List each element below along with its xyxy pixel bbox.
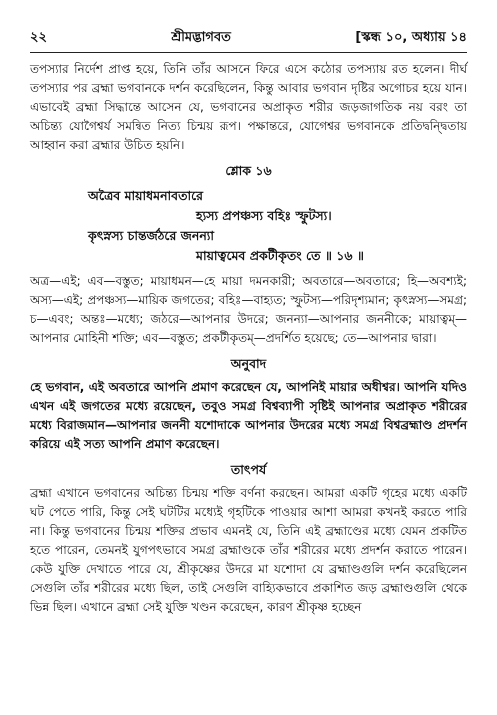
verse-heading: শ্লোক ১৬ bbox=[225, 163, 272, 178]
verse-line-4: মায়াত্বমেব প্রকটীকৃতং তে ॥ ১৬ ॥ bbox=[196, 248, 364, 263]
translation-heading: অনুবাদ bbox=[230, 356, 267, 371]
running-header bbox=[30, 28, 467, 53]
verse-line-3: কৃৎস্নস্য চান্তর্জঠরে জনন্যা bbox=[88, 228, 215, 243]
section-reference: [স্কন্ধ ১০, অধ্যায় ১৪ bbox=[355, 30, 467, 45]
synonyms: অত্র—এই; এব—বস্তুত; মায়াধমন—হে মায়া দমনকারী; অবতারে—অবতারে; হি—অবশ্যই; অস্য—এই; প্রপঞ্চস্য—মায়িক জগতের; বহিঃ—বাহ্যত; স্ফুটস্য—পরিদৃশ্যমান; কৃৎস্নস্য—সমগ্র; চ—এবং; অন্তঃ—মধ্যে; জঠরে—আপনার উদরে; জনন্যা—আপনার জননীকে; মায়াত্বম্—আপনার মোহিনী শক্তি; এব—বস্তুত; প্রকটীকৃতম্—প্রদর্শিত হয়েছে; তে—আপনার দ্বারা। bbox=[30, 274, 467, 345]
purport-heading: তাৎপর্য bbox=[230, 462, 267, 477]
book-title: শ্রীমদ্ভাগবত bbox=[171, 30, 231, 45]
intro-paragraph: তপস্যার নির্দেশ প্রাপ্ত হয়ে, তিনি তাঁর আসনে ফিরে এসে কঠোর তপস্যায় রত হলেন। দীর্ঘ তপস্যার পর ব্রহ্মা ভগবানকে দর্শন করেছিলেন, কিন্তু আবার ভগবান দৃষ্টির অগোচর হয়ে যান। এভাবেই ব্রহ্মা সিদ্ধান্তে আসেন যে, ভগবানের অপ্রাকৃত শরীর জড়জাগতিক নয় বরং তা অচিন্ত্য যোগৈশ্বর্য সমন্বিত নিত্য চিন্ময় রূপ। পক্ষান্তরে, যোগেশ্বর ভগবানকে প্রতিদ্বন্দ্বিতায় আহ্বান করা ব্রহ্মার উচিত হয়নি। bbox=[30, 62, 467, 152]
verse-line-1: অত্রৈব মায়াধমনাবতারে bbox=[88, 188, 204, 203]
purport-text: ব্রহ্মা এখানে ভগবানের অচিন্ত্য চিন্ময় শক্তি বর্ণনা করছেন। আমরা একটি গৃহের মধ্যে একটি ঘট পেতে পারি, কিন্তু সেই ঘটটির মধ্যেই গৃহটিকে পাওয়ার আশা আমরা কখনই করতে পারি না। কিন্তু ভগবানের চিন্ময় শক্তির প্রভাব এমনই যে, তিনি এই ব্রহ্মাণ্ডের মধ্যে যেমন প্রকটিত হতে পারেন, তেমনই যুগপৎভাবে সমগ্র ব্রহ্মাণ্ডকে তাঁর শরীরের মধ্যে প্রদর্শন করাতে পারেন। কেউ যুক্তি দেখাতে পারে যে, শ্রীকৃষ্ণের উদরে মা যশোদা যে ব্রহ্মাণ্ডগুলি দর্শন করেছিলেন সেগুলি তাঁর শরীরের মধ্যে ছিল, তাই সেগুলি বাহ্যিকভাবে প্রকাশিত জড় ব্রহ্মাণ্ডগুলি থেকে ভিন্ন ছিল। এখানে ব্রহ্মা সেই যুক্তি খণ্ডন করেছেন, কারণ শ্রীকৃষ্ণ হচ্ছেন bbox=[30, 486, 467, 614]
verse-line-2: হ্যস্য প্রপঞ্চস্য বহিঃ স্ফুটস্য। bbox=[196, 208, 332, 223]
page-number: ২২ bbox=[30, 30, 47, 45]
verse-block bbox=[30, 186, 467, 266]
translation-text: হে ভগবান, এই অবতারে আপনি প্রমাণ করেছেন যে, আপনিই মায়ার অধীশ্বর। আপনি যদিও এখন এই জগতের মধ্যে রয়েছেন, তবুও সমগ্র বিশ্বব্যাপী সৃষ্টিই আপনার অপ্রাকৃত শরীরের মধ্যে বিরাজমান—আপনার জননী যশোদাকে আপনার উদরের মধ্যে সমগ্র বিশ্বব্রহ্মাণ্ড প্রদর্শন করিয়ে এই সত্য আপনি প্রমাণ করেছেন। bbox=[30, 380, 467, 451]
